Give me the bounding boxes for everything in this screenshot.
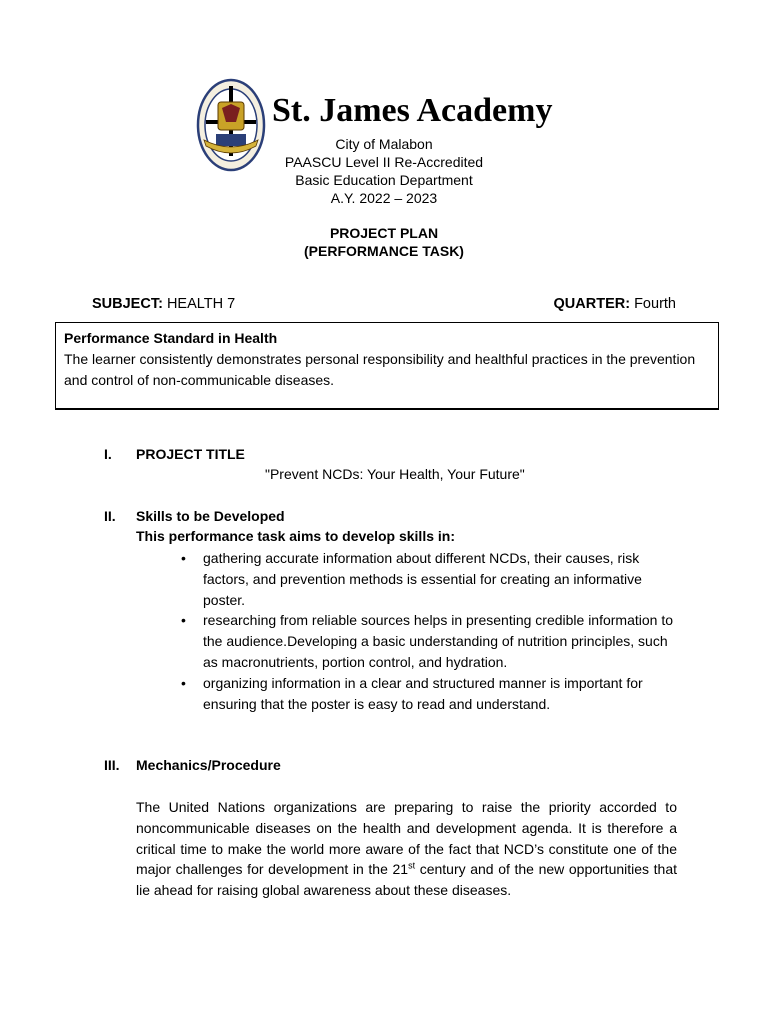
mechanics-text-part2: century and of the new opportunities that lie ahead for raising global awareness about these diseases. xyxy=(136,861,678,899)
subject-value: HEALTH 7 xyxy=(166,296,236,312)
skills-item-text: researching from reliable sources helps in presenting credible information to the audience.Developing a basic understanding of nutrition principles, such as macronutrients, portion control, and hydration. xyxy=(203,612,674,670)
quarter-label: QUARTER: xyxy=(553,296,631,312)
skills-list xyxy=(181,548,683,714)
section-2-subtitle: This performance task aims to develop skills in: xyxy=(136,528,455,544)
header-department: Basic Education Department xyxy=(295,172,473,188)
school-name: St. James Academy xyxy=(272,92,553,129)
bullet-icon: • xyxy=(181,550,186,566)
bullet-icon: • xyxy=(181,612,186,629)
bullet-icon: • xyxy=(181,674,186,691)
skills-list-item xyxy=(181,548,683,610)
subject-row xyxy=(92,296,235,312)
header-city: City of Malabon xyxy=(335,136,433,152)
performance-standard-heading: Performance Standard in Health xyxy=(64,330,278,346)
header-accreditation: PAASCU Level II Re-Accredited xyxy=(284,154,484,170)
section-1-numeral: I. xyxy=(104,446,112,462)
performance-standard-box xyxy=(55,322,719,410)
header-academic-year: A.Y. 2022 – 2023 xyxy=(330,190,438,206)
performance-standard-body: The learner consistently demonstrates personal responsibility and healthful practices in the prevention and control of non-communicable diseases. xyxy=(64,351,696,388)
project-title-text: "Prevent NCDs: Your Health, Your Future" xyxy=(265,466,525,482)
section-2-numeral: II. xyxy=(104,508,116,524)
mechanics-text-part1: The United Nations organizations are preparing to raise the priority accorded to noncommunicable diseases on the health and development agenda. It is therefore a critical time to make the world more aware of the fact that NCD’s constitute one of the major challenges for development in the 21 xyxy=(136,799,677,878)
section-1-title: PROJECT TITLE xyxy=(136,446,245,462)
mechanics-paragraph xyxy=(136,797,677,901)
skills-item-text: gathering accurate information about different NCDs, their causes, risk factors, and prevention methods is essential for creating an informative poster. xyxy=(203,550,642,608)
doc-title-line2: (PERFORMANCE TASK) xyxy=(304,243,464,259)
subject-label: SUBJECT: xyxy=(92,296,163,312)
skills-list-item xyxy=(181,673,683,715)
section-2-title: Skills to be Developed xyxy=(136,508,285,524)
skills-list-item xyxy=(181,610,683,672)
doc-title-line1: PROJECT PLAN xyxy=(329,225,439,241)
ordinal-suffix: st xyxy=(408,860,416,871)
section-3-title: Mechanics/Procedure xyxy=(136,757,281,773)
skills-item-text: organizing information in a clear and structured manner is important for ensuring that the poster is easy to read and understand. xyxy=(203,674,643,712)
quarter-row xyxy=(554,296,676,312)
quarter-value: Fourth xyxy=(634,296,676,312)
section-3-numeral: III. xyxy=(104,757,120,773)
